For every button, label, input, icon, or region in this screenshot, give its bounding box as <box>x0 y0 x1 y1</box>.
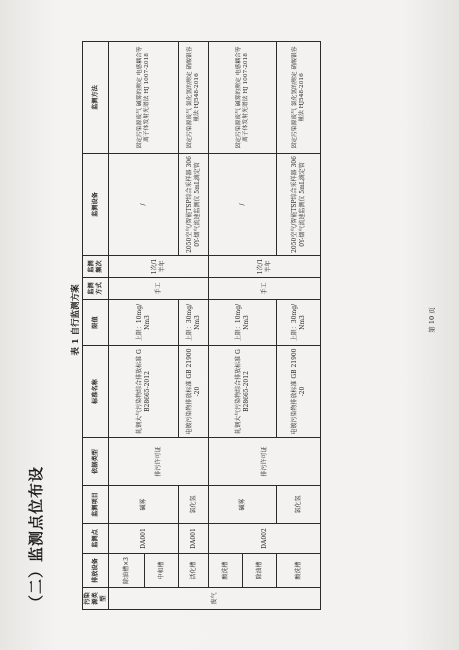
table-title: 表 1 自行监测方案 <box>71 284 81 356</box>
cell-facility: 酸洗槽 <box>209 554 243 588</box>
cell-frequency: 1次/1半年 <box>109 256 209 278</box>
cell-facility: 酸洗槽 <box>277 554 321 588</box>
header-monitoring-item: 监测项目 <box>83 486 109 524</box>
cell-item: 氯化氢 <box>277 486 321 524</box>
page-number: 第 10 页 <box>428 307 436 333</box>
cell-point: DA001 <box>179 524 209 554</box>
header-equipment: 监测设备 <box>83 154 109 256</box>
header-monitoring-point: 监测点 <box>83 524 109 554</box>
cell-method: 手工 <box>109 278 209 300</box>
cell-basis: 排污许可证 <box>209 438 321 486</box>
cell-point: DA001 <box>109 524 179 554</box>
cell-equipment: / <box>109 154 179 256</box>
cell-analysis: 固定污染源废气 氯化氢的测定 硝酸银容量法 HJ548-2016 <box>179 42 209 154</box>
header-emission-facility: 排放设备 <box>83 554 109 588</box>
table-header-row <box>83 42 109 610</box>
cell-standard: 轧钢大气污染物综合排放标准 GB28665-2012 <box>209 346 277 438</box>
monitoring-plan-table <box>82 41 321 610</box>
header-pollution-type: 污染源类型 <box>83 588 109 610</box>
cell-analysis: 固定污染源废气 碱雾的测定 电感耦合等离子体发射光谱法 HJ 1007-2018 <box>209 42 277 154</box>
cell-pollution-type: 废气 <box>109 588 321 610</box>
cell-standard: 轧钢大气污染物综合排放标准 GB28665-2012 <box>109 346 179 438</box>
cell-limit: 上限：10mg/Nm3 <box>209 300 277 346</box>
cell-item: 碱雾 <box>109 486 179 524</box>
cell-equipment: / <box>209 154 277 256</box>
cell-equipment: 2050空气/智能TSP综合采样器 3060Y-烟气流速监测仪 5mL滴定管 <box>277 154 321 256</box>
header-standard-name: 标准名称 <box>83 346 109 438</box>
table-row <box>179 42 209 610</box>
cell-analysis: 固定污染源废气 氯化氢的测定 硝酸银容量法 HJ548-2016 <box>277 42 321 154</box>
cell-item: 碱雾 <box>209 486 277 524</box>
cell-facility: 除油槽 <box>243 554 277 588</box>
cell-frequency: 1次/1半年 <box>209 256 321 278</box>
header-basis-type: 依据类型 <box>83 438 109 486</box>
header-frequency: 监测频次 <box>83 256 109 278</box>
cell-point: DA002 <box>209 524 321 554</box>
cell-facility: 中和槽 <box>145 554 179 588</box>
cell-equipment: 2050空气/智能TSP综合采样器 3060Y-烟气流速监测仪 5mL滴定管 <box>179 154 209 256</box>
cell-limit: 上限：10mg/Nm3 <box>109 300 179 346</box>
table-row <box>109 42 145 610</box>
header-monitoring-method: 监测方式 <box>83 278 109 300</box>
cell-facility: 除油槽×3 <box>109 554 145 588</box>
cell-facility: 活化槽 <box>179 554 209 588</box>
cell-item: 氯化氢 <box>179 486 209 524</box>
cell-method: 手工 <box>209 278 321 300</box>
cell-analysis: 固定污染源废气 碱雾的测定 电感耦合等离子体发射光谱法 HJ 1007-2018 <box>109 42 179 154</box>
cell-basis: 排污许可证 <box>109 438 209 486</box>
cell-limit: 上限：30mg/Nm3 <box>277 300 321 346</box>
header-analysis-method: 监测方法 <box>83 42 109 154</box>
section-heading: （二）监测点位布设 <box>27 465 45 610</box>
header-limit: 限值 <box>83 300 109 346</box>
table-row <box>209 42 243 610</box>
rotated-page-content <box>25 30 445 610</box>
cell-limit: 上限：30mg/Nm3 <box>179 300 209 346</box>
cell-standard: 电镀污染物排放标准 GB 21900-20 <box>179 346 209 438</box>
cell-standard: 电镀污染物排放标准 GB 21900-20 <box>277 346 321 438</box>
